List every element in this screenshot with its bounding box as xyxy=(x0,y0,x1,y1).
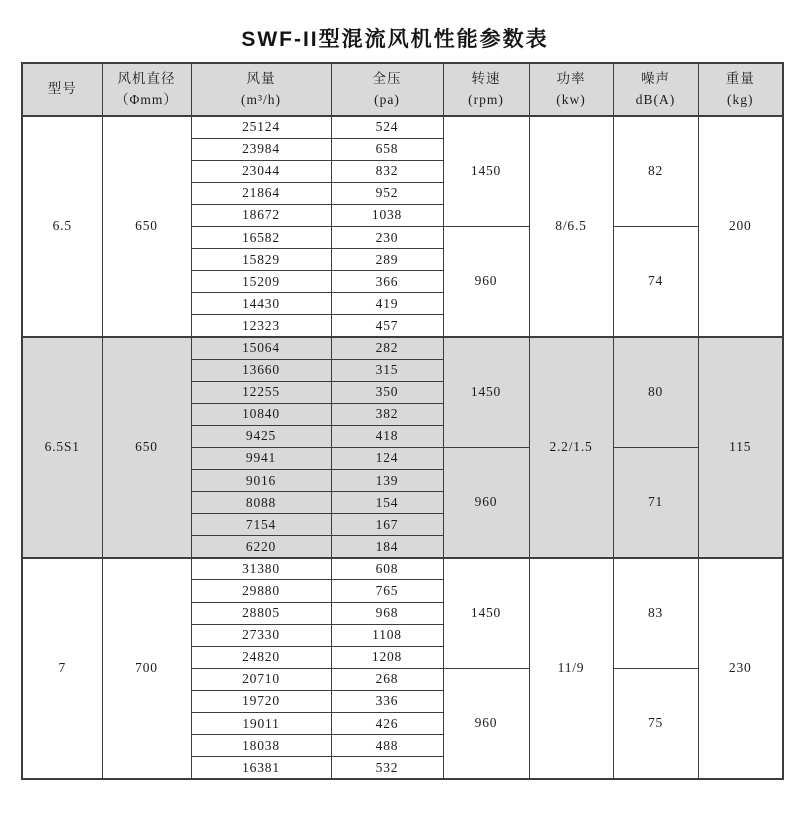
power-cell: 8/6.5 xyxy=(529,116,613,337)
column-header-diameter xyxy=(102,63,191,116)
airflow-cell: 23044 xyxy=(191,160,331,182)
table-body xyxy=(22,116,783,779)
column-header-airflow xyxy=(191,63,331,116)
pressure-cell: 366 xyxy=(331,271,443,293)
weight-cell: 200 xyxy=(698,116,783,337)
noise-cell: 75 xyxy=(613,668,698,778)
pressure-cell: 184 xyxy=(331,536,443,558)
pressure-cell: 350 xyxy=(331,381,443,403)
pressure-cell: 124 xyxy=(331,447,443,469)
pressure-cell: 426 xyxy=(331,713,443,735)
pressure-cell: 315 xyxy=(331,359,443,381)
column-header-speed xyxy=(443,63,529,116)
column-header-noise-label: 噪声 xyxy=(641,70,670,86)
airflow-cell: 8088 xyxy=(191,492,331,514)
pressure-cell: 382 xyxy=(331,403,443,425)
model-cell: 7 xyxy=(22,558,102,779)
column-header-weight-unit: (kg) xyxy=(727,91,754,107)
weight-cell: 230 xyxy=(698,558,783,779)
pressure-cell: 488 xyxy=(331,735,443,757)
airflow-cell: 25124 xyxy=(191,116,331,138)
column-header-diameter-label: 风机直径 xyxy=(117,70,176,86)
column-header-model xyxy=(22,63,102,116)
diameter-cell: 650 xyxy=(102,337,191,558)
pressure-cell: 154 xyxy=(331,492,443,514)
pressure-cell: 1038 xyxy=(331,204,443,226)
pressure-cell: 1108 xyxy=(331,624,443,646)
airflow-cell: 13660 xyxy=(191,359,331,381)
page-title: SWF-II型混流风机性能参数表 xyxy=(241,28,549,51)
column-header-speed-unit: (rpm) xyxy=(468,91,504,107)
pressure-cell: 167 xyxy=(331,514,443,536)
column-header-noise xyxy=(613,63,698,116)
diameter-cell: 650 xyxy=(102,116,191,337)
airflow-cell: 16582 xyxy=(191,226,331,248)
column-header-power xyxy=(529,63,613,116)
airflow-cell: 18038 xyxy=(191,735,331,757)
airflow-cell: 28805 xyxy=(191,602,331,624)
airflow-cell: 9425 xyxy=(191,425,331,447)
noise-cell: 82 xyxy=(613,116,698,226)
power-cell: 2.2/1.5 xyxy=(529,337,613,558)
column-header-power-unit: (kw) xyxy=(556,91,586,107)
noise-cell: 71 xyxy=(613,447,698,557)
pressure-cell: 336 xyxy=(331,690,443,712)
speed-cell: 1450 xyxy=(443,337,529,447)
model-cell: 6.5 xyxy=(22,116,102,337)
airflow-cell: 15829 xyxy=(191,249,331,271)
column-header-noise-unit: dB(A) xyxy=(635,91,676,107)
speed-cell: 1450 xyxy=(443,558,529,668)
airflow-cell: 12255 xyxy=(191,381,331,403)
fan-performance-table xyxy=(21,62,784,780)
pressure-cell: 532 xyxy=(331,757,443,779)
table-row xyxy=(22,116,783,138)
column-header-power-label: 功率 xyxy=(556,70,586,86)
airflow-cell: 9941 xyxy=(191,447,331,469)
airflow-cell: 29880 xyxy=(191,580,331,602)
noise-cell: 74 xyxy=(613,226,698,336)
pressure-cell: 765 xyxy=(331,580,443,602)
speed-cell: 1450 xyxy=(443,116,529,226)
table-row xyxy=(22,558,783,580)
airflow-cell: 18672 xyxy=(191,204,331,226)
airflow-cell: 14430 xyxy=(191,293,331,315)
speed-cell: 960 xyxy=(443,668,529,778)
pressure-cell: 230 xyxy=(331,226,443,248)
pressure-cell: 952 xyxy=(331,182,443,204)
airflow-cell: 24820 xyxy=(191,646,331,668)
pressure-cell: 658 xyxy=(331,138,443,160)
column-header-airflow-label: 风量 xyxy=(246,70,276,86)
pressure-cell: 968 xyxy=(331,602,443,624)
airflow-cell: 15064 xyxy=(191,337,331,359)
table-header xyxy=(22,63,783,116)
pressure-cell: 832 xyxy=(331,160,443,182)
pressure-cell: 608 xyxy=(331,558,443,580)
airflow-cell: 27330 xyxy=(191,624,331,646)
noise-cell: 83 xyxy=(613,558,698,668)
airflow-cell: 31380 xyxy=(191,558,331,580)
pressure-cell: 139 xyxy=(331,470,443,492)
diameter-cell: 700 xyxy=(102,558,191,779)
column-header-model-label: 型号 xyxy=(47,81,77,97)
pressure-cell: 1208 xyxy=(331,646,443,668)
airflow-cell: 9016 xyxy=(191,470,331,492)
airflow-cell: 16381 xyxy=(191,757,331,779)
power-cell: 11/9 xyxy=(529,558,613,779)
pressure-cell: 268 xyxy=(331,668,443,690)
column-header-airflow-unit: (m³/h) xyxy=(240,91,282,107)
airflow-cell: 20710 xyxy=(191,668,331,690)
table-row xyxy=(22,337,783,359)
airflow-cell: 19011 xyxy=(191,713,331,735)
pressure-cell: 418 xyxy=(331,425,443,447)
airflow-cell: 10840 xyxy=(191,403,331,425)
column-header-pressure-label: 全压 xyxy=(372,70,402,86)
pressure-cell: 289 xyxy=(331,249,443,271)
column-header-speed-label: 转速 xyxy=(471,70,501,86)
airflow-cell: 21864 xyxy=(191,182,331,204)
pressure-cell: 524 xyxy=(331,116,443,138)
column-header-diameter-unit: （Φmm） xyxy=(115,91,178,107)
model-cell: 6.5S1 xyxy=(22,337,102,558)
column-header-pressure xyxy=(331,63,443,116)
column-header-pressure-unit: (pa) xyxy=(374,91,400,107)
pressure-cell: 457 xyxy=(331,315,443,337)
pressure-cell: 419 xyxy=(331,293,443,315)
airflow-cell: 15209 xyxy=(191,271,331,293)
column-header-weight-label: 重量 xyxy=(725,70,755,86)
pressure-cell: 282 xyxy=(331,337,443,359)
airflow-cell: 12323 xyxy=(191,315,331,337)
column-header-weight xyxy=(698,63,783,116)
speed-cell: 960 xyxy=(443,226,529,336)
airflow-cell: 7154 xyxy=(191,514,331,536)
noise-cell: 80 xyxy=(613,337,698,447)
airflow-cell: 19720 xyxy=(191,690,331,712)
airflow-cell: 23984 xyxy=(191,138,331,160)
speed-cell: 960 xyxy=(443,447,529,557)
weight-cell: 115 xyxy=(698,337,783,558)
airflow-cell: 6220 xyxy=(191,536,331,558)
table-header-row xyxy=(22,63,783,116)
